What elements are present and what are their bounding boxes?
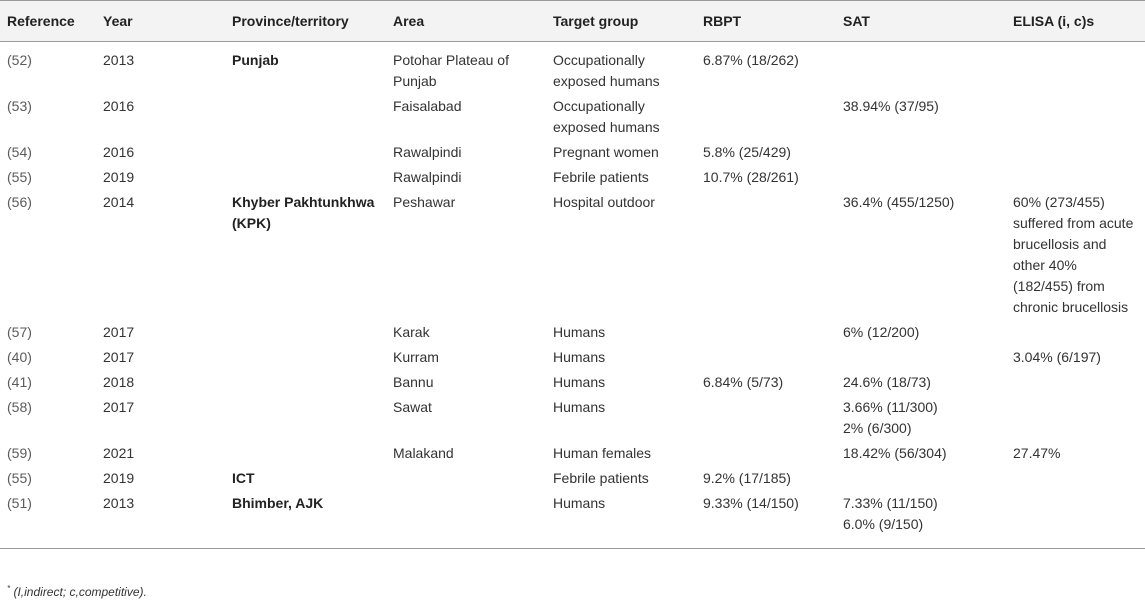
area-cell: Peshawar [393,194,456,210]
reference-link[interactable]: (59) [7,445,32,461]
sat-cell: 36.4% (455/1250) [843,194,955,210]
province-cell: Punjab [232,52,279,68]
target-group-cell: Febrile patients [553,169,649,185]
elisa-cell [1006,466,1145,491]
elisa-cell [1006,140,1145,165]
table-row [0,320,1145,345]
header-province: Province/territory [225,1,386,42]
footnote-text: (I,indirect; c,competitive). [13,585,147,599]
year-cell: 2019 [103,470,135,486]
area-cell: Potohar Plateau of Punjab [393,52,509,89]
sat-cell: 38.94% (37/95) [843,98,939,114]
target-group-cell: Humans [546,491,696,549]
elisa-cell: 3.04% (6/197) [1013,349,1101,365]
area-cell [386,466,546,491]
table-row [0,466,1145,491]
table-row [0,491,1145,549]
area-cell: Faisalabad [393,98,462,114]
reference-link[interactable]: (55) [7,169,32,185]
table-row [0,165,1145,190]
table-row [0,140,1145,165]
elisa-cell [1006,94,1145,140]
area-cell: Rawalpindi [393,144,462,160]
elisa-cell: 60% (273/455) suffered from acute brucellosis and other 40% (182/455) from chronic brucellosis [1013,194,1134,315]
header-target-group: Target group [546,1,696,42]
header-sat: SAT [836,1,1006,42]
reference-link[interactable]: (55) [7,470,32,486]
province-cell [225,345,386,370]
footnote-marker: * [7,584,11,593]
target-group-cell: Humans [553,324,606,340]
province-cell [225,395,386,441]
target-group-cell: Occupationally exposed humans [553,52,660,89]
rbpt-cell [696,94,836,140]
elisa-cell [1006,370,1145,395]
sat-value-2: 6.0% (9/150) [843,516,924,532]
province-cell [225,94,386,140]
elisa-cell [1006,165,1145,190]
table-header-row [0,1,1145,42]
sat-cell: 18.42% (56/304) [843,445,947,461]
rbpt-cell [696,190,836,320]
sat-value-1: 7.33% (11/150) [843,495,938,511]
year-cell: 2014 [103,194,135,210]
sat-cell [836,466,1006,491]
header-area: Area [386,1,546,42]
sat-cell [836,345,1006,370]
province-cell [225,441,386,466]
reference-link[interactable]: (51) [0,491,96,549]
header-reference: Reference [0,1,96,42]
reference-link[interactable]: (57) [7,324,32,340]
province-cell [225,165,386,190]
rbpt-cell [696,441,836,466]
target-group-cell: Humans [553,374,606,390]
area-cell [386,491,546,549]
area-cell: Bannu [393,374,434,390]
sat-cell [836,42,1006,95]
reference-link[interactable]: (56) [7,194,32,210]
year-cell: 2017 [103,349,135,365]
sat-cell [836,165,1006,190]
sat-cell: 6% (12/200) [843,324,920,340]
table-row [0,441,1145,466]
sat-cell [836,140,1006,165]
reference-link[interactable]: (41) [7,374,32,390]
sat-cell [836,395,1006,441]
area-cell: Rawalpindi [393,169,462,185]
table-footnote [7,584,147,599]
target-group-cell: Hospital outdoor [553,194,655,210]
target-group-cell: Occupationally exposed humans [553,98,660,135]
area-cell: Malakand [393,445,454,461]
year-cell: 2019 [103,169,135,185]
year-cell: 2021 [103,445,135,461]
table-row [0,370,1145,395]
table-row [0,345,1145,370]
sat-cell [836,491,1006,549]
year-cell: 2016 [103,98,135,114]
target-group-cell: Pregnant women [553,144,659,160]
target-group-cell: Human females [553,445,652,461]
elisa-cell [1006,395,1145,441]
year-cell: 2013 [103,52,135,68]
target-group-cell: Humans [553,399,606,415]
table-row [0,190,1145,320]
area-cell: Karak [393,324,430,340]
year-cell: 2017 [103,399,135,415]
year-cell: 2016 [103,144,135,160]
sat-cell: 24.6% (18/73) [843,374,931,390]
reference-link[interactable]: (54) [7,144,32,160]
target-group-cell: Humans [553,349,606,365]
reference-link[interactable]: (52) [7,52,32,68]
province-cell: ICT [232,470,255,486]
reference-link[interactable]: (58) [7,399,32,415]
reference-link[interactable]: (40) [7,349,32,365]
year-cell: 2018 [103,374,135,390]
rbpt-cell [696,345,836,370]
rbpt-cell: 6.84% (5/73) [703,374,784,390]
area-cell: Sawat [393,399,432,415]
table-row [0,42,1145,95]
elisa-cell [1006,320,1145,345]
target-group-cell: Febrile patients [553,470,649,486]
rbpt-cell [696,320,836,345]
rbpt-cell: 9.2% (17/185) [703,470,791,486]
table-row [0,94,1145,140]
elisa-cell [1006,42,1145,95]
rbpt-cell: 6.87% (18/262) [703,52,799,68]
area-cell: Kurram [393,349,439,365]
header-elisa: ELISA (i, c)s [1006,1,1145,42]
rbpt-cell: 10.7% (28/261) [703,169,799,185]
province-cell: Khyber Pakhtunkhwa (KPK) [232,194,375,231]
elisa-cell: 27.47% [1013,445,1061,461]
province-cell [225,140,386,165]
rbpt-cell [696,395,836,441]
province-cell: Bhimber, AJK [225,491,386,549]
table-row [0,395,1145,441]
year-cell: 2013 [96,491,225,549]
province-cell [225,370,386,395]
header-rbpt: RBPT [696,1,836,42]
elisa-cell [1006,491,1145,549]
province-cell [225,320,386,345]
year-cell: 2017 [103,324,135,340]
header-year: Year [96,1,225,42]
reference-link[interactable]: (53) [7,98,32,114]
rbpt-cell: 5.8% (25/429) [703,144,791,160]
rbpt-cell: 9.33% (14/150) [696,491,836,549]
sat-value-2: 2% (6/300) [843,420,912,436]
sat-value-1: 3.66% (11/300) [843,399,938,415]
